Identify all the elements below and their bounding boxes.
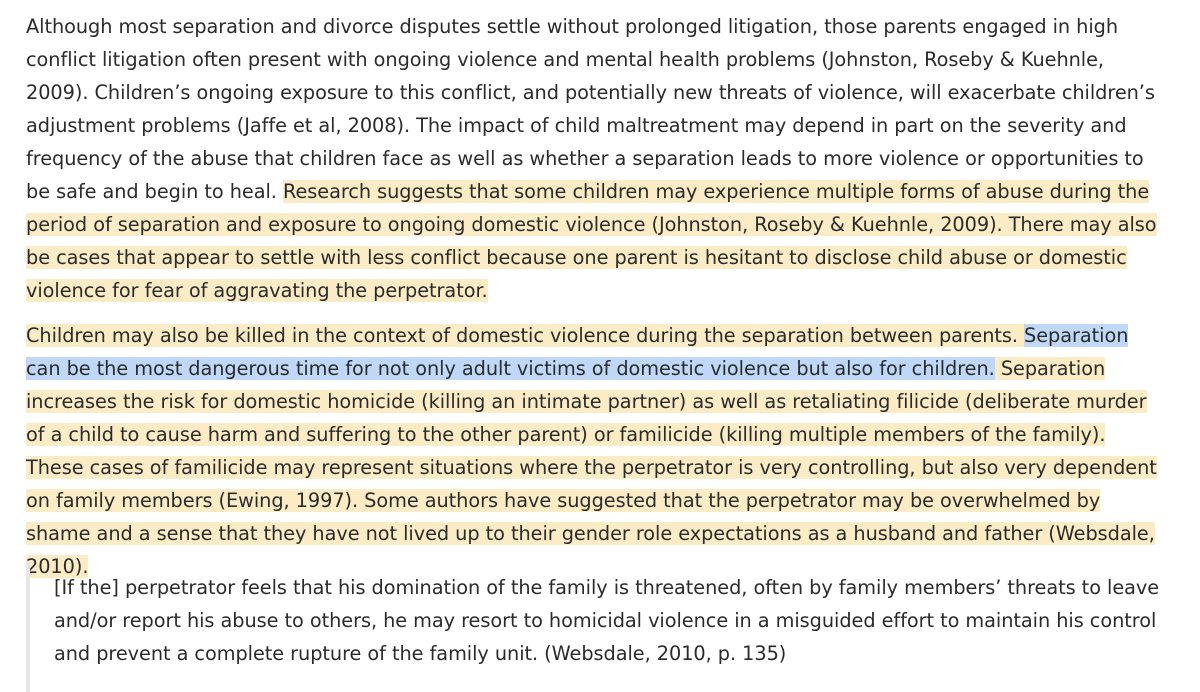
article-body bbox=[26, 10, 1166, 583]
paragraph-2-highlight-end[interactable]: Separation increases the risk for domestic homicide (killing an intimate partner) as well as retaliating filicide (deliberate murder of a child to cause harm and suffering to the other parent) or familicide (killing multiple members of the family). These cases of familicide may represent situations where the perpetrator is very controlling, but also very dependent on family members (Ewing, 1997). Some authors have suggested that the perpetrator may be overwhelmed by shame and a sense that they have not lived up to their gender role expectations as a husband and father (Websdale, 2010). bbox=[26, 357, 1157, 578]
paragraph-1-highlight[interactable]: Research suggests that some children may experience multiple forms of abuse during the period of separation and exposure to ongoing domestic violence (Johnston, Roseby & Kuehnle, 2009). There may also be cases that appear to settle with less conflict because one parent is hesitant to disclose child abuse or domestic violence for fear of aggravating the perpetrator. bbox=[26, 180, 1157, 302]
blockquote-text[interactable]: [If the] perpetrator feels that his domination of the family is threatened, often by family members’ threats to leave and/or report his abuse to others, he may resort to homicidal violence in a misguided effort to maintain his control and prevent a complete rupture of the family unit. (Websdale, 2010, p. 135) bbox=[54, 576, 1160, 665]
paragraph-2[interactable] bbox=[26, 319, 1166, 583]
blockquote bbox=[26, 562, 1166, 692]
paragraph-1[interactable] bbox=[26, 10, 1166, 307]
paragraph-2-text-selection[interactable]: Separation can be the most dangerous time for not only adult victims of domestic violence but also for children. bbox=[26, 324, 1129, 380]
paragraph-2-highlight-start[interactable]: Children may also be killed in the context of domestic violence during the separation between parents. bbox=[26, 324, 1025, 347]
paragraph-1-text[interactable]: Although most separation and divorce disputes settle without prolonged litigation, those parents engaged in high conflict litigation often present with ongoing violence and mental health problems (Johnston, Roseby & Kuehnle, 2009). Children’s ongoing exposure to this conflict, and potentially new threats of violence, will exacerbate children’s adjustment problems (Jaffe et al, 2008). The impact of child maltreatment may depend in part on the severity and frequency of the abuse that children face as well as whether a separation leads to more violence or opportunities to be safe and begin to heal. bbox=[26, 15, 1155, 203]
